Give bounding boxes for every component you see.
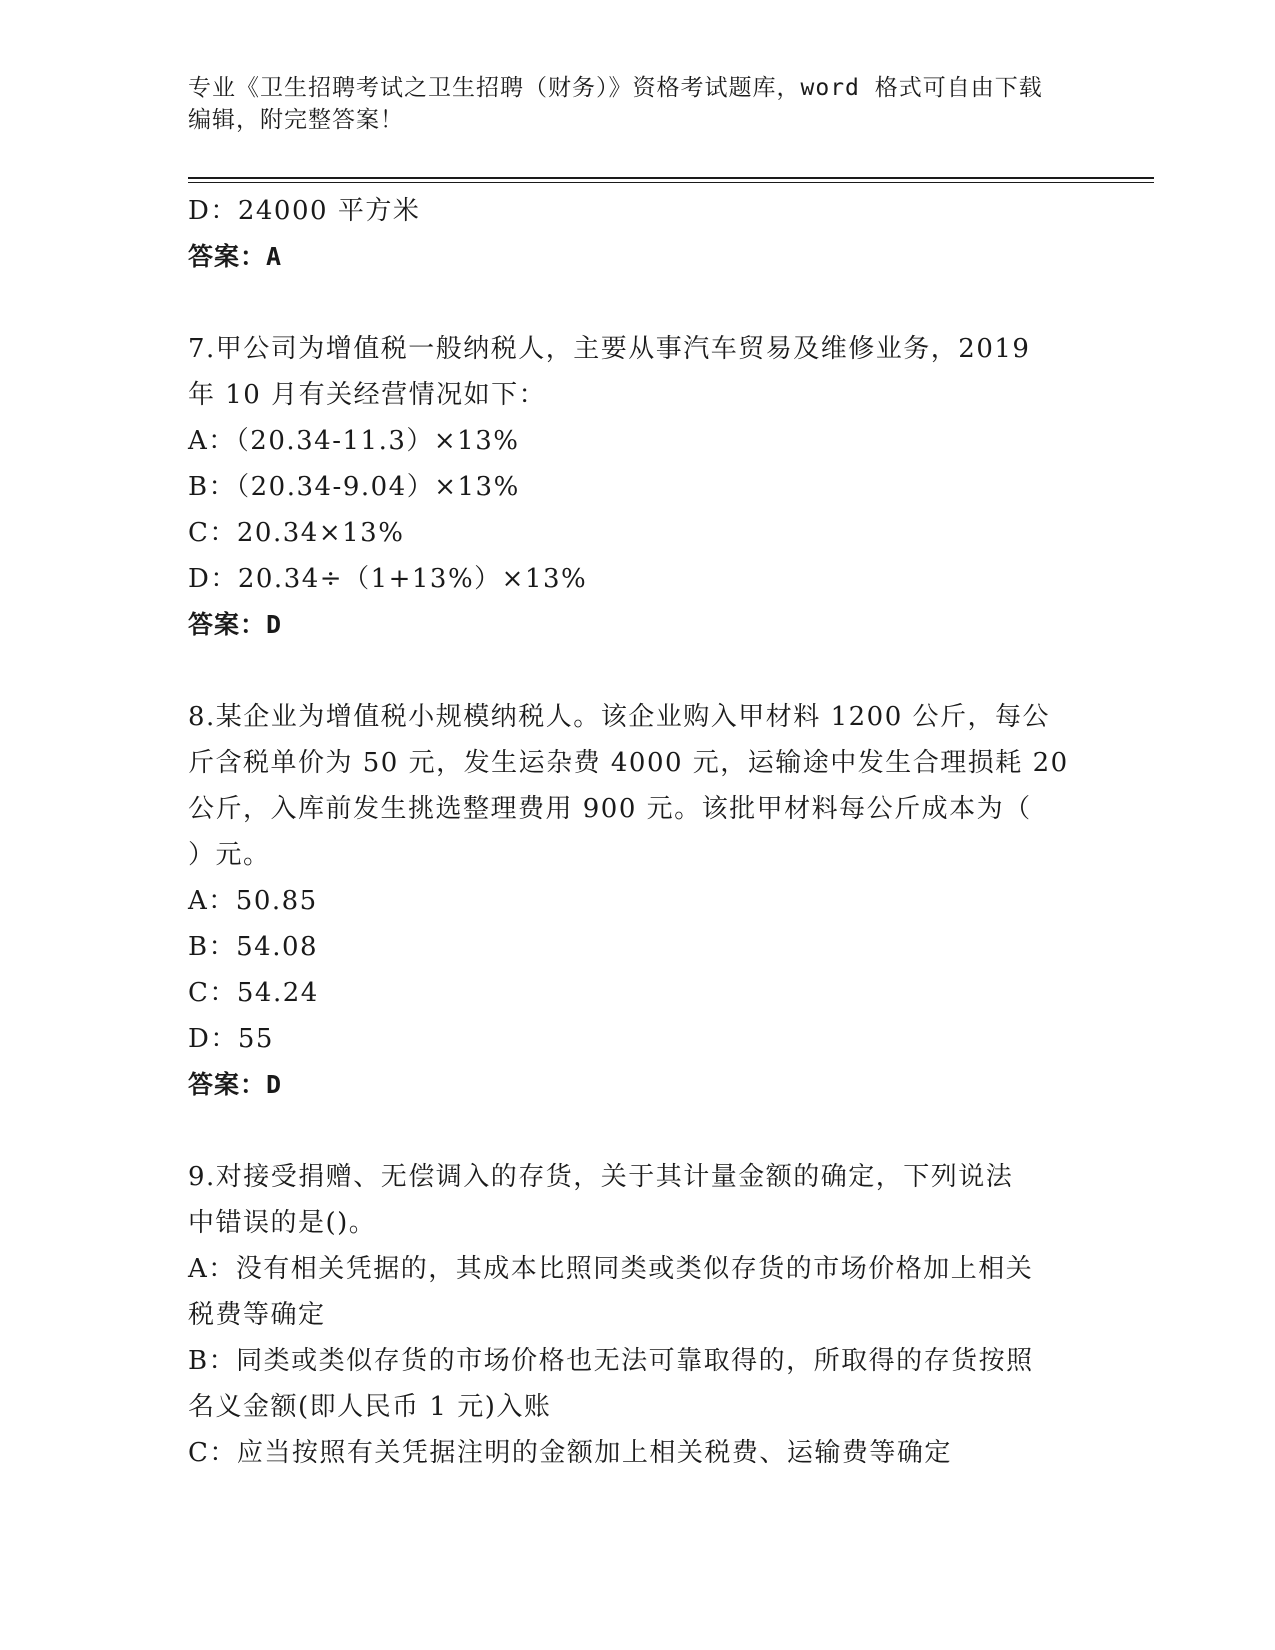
q8-option-d: D：55 — [188, 1024, 274, 1054]
q7-option-b: B：（20.34-9.04）×13% — [188, 472, 520, 502]
q8-stem-line-4: ）元。 — [188, 840, 271, 870]
q8-option-a: A：50.85 — [188, 886, 318, 916]
spacer — [188, 648, 1088, 694]
question-8 — [188, 694, 1088, 1108]
document-header — [188, 72, 1088, 136]
q9-option-a-line-1: A：没有相关凭据的，其成本比照同类或类似存货的市场价格加上相关 — [188, 1254, 1034, 1284]
spacer — [188, 280, 1088, 326]
question-6-tail — [188, 188, 1088, 280]
q7-stem-line-2: 年 10 月有关经营情况如下： — [188, 380, 547, 410]
q7-option-d: D：20.34÷（1+13%）×13% — [188, 564, 588, 594]
question-7 — [188, 326, 1088, 648]
q9-option-c: C：应当按照有关凭据注明的金额加上相关税费、运输费等确定 — [188, 1438, 952, 1468]
q9-stem-line-1: 9.对接受捐赠、无偿调入的存货，关于其计量金额的确定，下列说法 — [188, 1162, 1014, 1192]
q8-stem-line-1: 8.某企业为增值税小规模纳税人。该企业购入甲材料 1200 公斤，每公 — [188, 702, 1051, 732]
question-9 — [188, 1154, 1088, 1476]
q7-option-a: A：（20.34-11.3）×13% — [188, 426, 520, 456]
header-divider-thin — [188, 182, 1154, 183]
q9-option-a-line-2: 税费等确定 — [188, 1300, 326, 1330]
header-line-2: 编辑，附完整答案！ — [188, 107, 404, 133]
header-divider-thick — [188, 177, 1154, 179]
q8-option-b: B：54.08 — [188, 932, 319, 962]
q7-option-c: C：20.34×13% — [188, 518, 405, 548]
q8-stem-line-2: 斤含税单价为 50 元，发生运杂费 4000 元，运输途中发生合理损耗 20 — [188, 748, 1069, 778]
document-body — [188, 188, 1088, 1476]
header-line-1: 专业《卫生招聘考试之卫生招聘（财务）》资格考试题库，word 格式可自由下载 — [188, 75, 1043, 101]
q8-stem-line-3: 公斤，入库前发生挑选整理费用 900 元。该批甲材料每公斤成本为（ — [188, 794, 1032, 824]
q8-option-c: C：54.24 — [188, 978, 319, 1008]
q9-option-b-line-1: B：同类或类似存货的市场价格也无法可靠取得的，所取得的存货按照 — [188, 1346, 1034, 1376]
q9-stem-line-2: 中错误的是()。 — [188, 1208, 377, 1238]
q9-option-b-line-2: 名义金额(即人民币 1 元)入账 — [188, 1392, 552, 1422]
q6-answer: 答案：A — [188, 242, 283, 271]
spacer — [188, 1108, 1088, 1154]
q7-stem-line-1: 7.甲公司为增值税一般纳税人，主要从事汽车贸易及维修业务，2019 — [188, 334, 1031, 364]
q6-option-d: D：24000 平方米 — [188, 196, 421, 226]
q8-answer: 答案：D — [188, 1070, 283, 1099]
q7-answer: 答案：D — [188, 610, 283, 639]
